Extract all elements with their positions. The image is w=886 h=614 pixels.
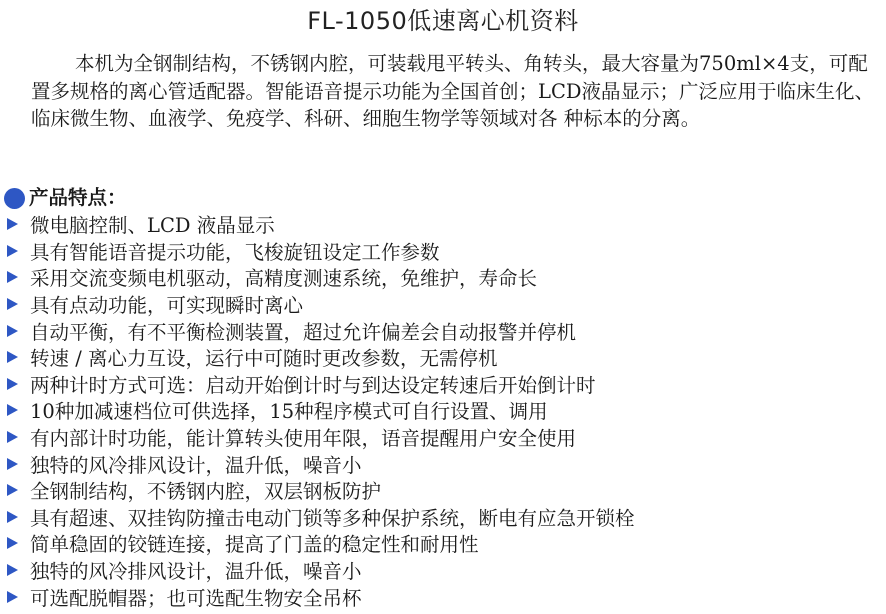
feature-text: 具有超速、双挂钩防撞击电动门锁等多种保护系统，断电有应急开锁栓 <box>30 506 635 530</box>
list-item <box>4 450 635 477</box>
list-item <box>4 291 635 318</box>
feature-text: 微电脑控制、LCD 液晶显示 <box>30 214 275 238</box>
triangle-right-icon <box>7 511 18 523</box>
feature-list <box>4 211 635 610</box>
list-item <box>4 371 635 398</box>
triangle-right-icon <box>7 484 18 496</box>
feature-text: 具有智能语音提示功能，飞梭旋钮设定工作参数 <box>30 240 440 264</box>
list-item <box>4 424 635 451</box>
triangle-right-icon <box>7 298 18 310</box>
triangle-right-icon <box>7 458 18 470</box>
features-heading-label: 产品特点： <box>29 186 127 209</box>
list-item <box>4 317 635 344</box>
feature-text: 简单稳固的铰链连接，提高了门盖的稳定性和耐用性 <box>30 533 479 557</box>
feature-text: 自动平衡，有不平衡检测装置，超过允许偏差会自动报警并停机 <box>30 320 577 344</box>
triangle-right-icon <box>7 537 18 549</box>
list-item <box>4 397 635 424</box>
list-item <box>4 344 635 371</box>
list-item <box>4 530 635 557</box>
features-heading <box>4 186 127 210</box>
triangle-right-icon <box>7 564 18 576</box>
feature-text: 10种加减速档位可供选择，15种程序模式可自行设置、调用 <box>30 400 548 424</box>
triangle-right-icon <box>7 351 18 363</box>
list-item <box>4 477 635 504</box>
triangle-right-icon <box>7 325 18 337</box>
triangle-right-icon <box>7 271 18 283</box>
list-item <box>4 264 635 291</box>
list-item <box>4 211 635 238</box>
feature-text: 具有点动功能，可实现瞬时离心 <box>30 294 304 318</box>
list-item <box>4 583 635 610</box>
intro-paragraph: 本机为全钢制结构，不锈钢内腔，可装载甩平转头、角转头，最大容量为750ml×4支，可配置多规格的离心管适配器。智能语音提示功能为全国首创；LCD液晶显示；广泛应用于临床生化、临床微生物、血液学、免疫学、科研、细胞生物学等领域对各 种标本的分离。 <box>31 52 875 130</box>
blue-circle-icon <box>4 188 25 209</box>
triangle-right-icon <box>7 378 18 390</box>
feature-text: 独特的风冷排风设计，温升低，噪音小 <box>30 560 362 584</box>
feature-text: 可选配脱帽器；也可选配生物安全吊杯 <box>30 586 362 610</box>
triangle-right-icon <box>7 245 18 257</box>
feature-text: 有内部计时功能，能计算转头使用年限，语音提醒用户安全使用 <box>30 427 577 451</box>
page-title: FL-1050低速离心机资料 <box>307 7 579 35</box>
feature-text: 采用交流变频电机驱动，高精度测速系统，免维护，寿命长 <box>30 267 538 291</box>
triangle-right-icon <box>7 431 18 443</box>
triangle-right-icon <box>7 218 18 230</box>
feature-text: 转速 / 离心力互设，运行中可随时更改参数，无需停机 <box>30 347 498 371</box>
feature-text: 全钢制结构，不锈钢内腔，双层钢板防护 <box>30 480 382 504</box>
feature-text: 独特的风冷排风设计，温升低，噪音小 <box>30 453 362 477</box>
list-item <box>4 557 635 584</box>
triangle-right-icon <box>7 404 18 416</box>
list-item <box>4 504 635 531</box>
list-item <box>4 238 635 265</box>
feature-text: 两种计时方式可选：启动开始倒计时与到达设定转速后开始倒计时 <box>30 373 596 397</box>
triangle-right-icon <box>7 591 18 603</box>
